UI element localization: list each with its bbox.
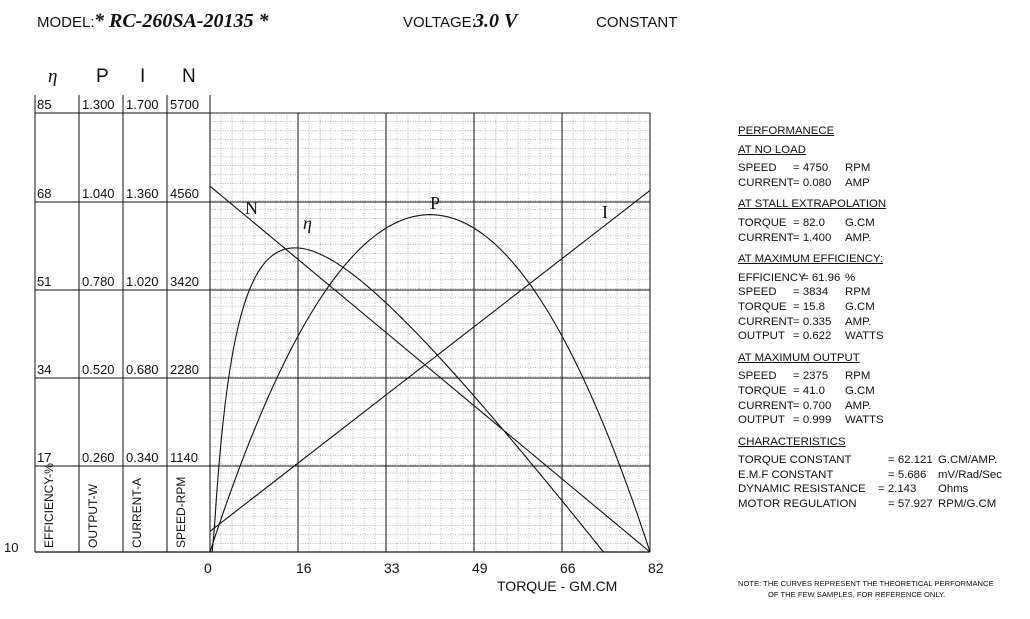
output-symbol: P [96, 66, 109, 87]
current-symbol: I [140, 66, 146, 87]
perf-value: = 15.8 [793, 300, 825, 313]
perf-value: = 2.143 [878, 483, 917, 496]
perf-row [738, 399, 1002, 414]
output-axis-title: OUTPUT-W [86, 484, 100, 548]
power-tick: 0.780 [82, 274, 115, 289]
x-axis-label: TORQUE - GM.CM [497, 578, 618, 594]
perf-row [738, 468, 1002, 483]
curve-label-i: I [602, 202, 608, 222]
current-tick: 1.020 [126, 274, 159, 289]
characteristics-title: CHARACTERISTICS [738, 435, 846, 448]
speed-tick: 4560 [170, 186, 199, 201]
note-line-2: OF THE FEW SAMPLES, FOR REFERENCE ONLY. [768, 590, 946, 599]
eta-tick: 51 [37, 274, 52, 289]
no-load-title: AT NO LOAD [738, 143, 806, 156]
perf-value: = 41.0 [793, 384, 825, 397]
perf-value: = 1.400 [793, 231, 832, 244]
x-tick: 0 [204, 560, 212, 576]
efficiency-symbol: η [48, 66, 58, 87]
current-tick: 0.340 [126, 450, 159, 465]
current-axis-title: CURRENT-A [130, 477, 144, 548]
perf-key: MOTOR REGULATION [738, 498, 857, 511]
perf-key: E.M.F CONSTANT [738, 468, 834, 481]
curve-label-eta: η [303, 213, 312, 233]
perf-unit: G.CM [845, 216, 875, 229]
efficiency-axis-title: EFFICIENCY-% [42, 463, 56, 548]
eta-bottom-tick: 10 [4, 540, 19, 555]
perf-value: = 5.686 [888, 468, 927, 481]
perf-row [738, 161, 1002, 176]
perf-unit: G.CM [845, 300, 875, 313]
curve-label-p: P [430, 193, 441, 213]
perf-key: TORQUE CONSTANT [738, 454, 852, 467]
eta-tick: 34 [37, 362, 52, 377]
speed-tick: 1140 [170, 450, 198, 465]
perf-value: = 4750 [793, 162, 829, 175]
max-efficiency-title: AT MAXIMUM EFFICIENCY: [738, 253, 884, 266]
speed-tick: 5700 [170, 97, 199, 112]
voltage-label: VOLTAGE: [403, 14, 476, 31]
curve-label-n: N [245, 198, 258, 218]
perf-key: DYNAMIC RESISTANCE [738, 483, 866, 496]
perf-row [738, 384, 1002, 399]
performance-panel [738, 124, 1002, 512]
x-tick: 66 [560, 560, 576, 576]
perf-value: = 0.335 [793, 315, 832, 328]
stall-title: AT STALL EXTRAPOLATION [738, 198, 887, 211]
perf-value: = 0.080 [793, 176, 832, 189]
perf-unit: RPM [845, 286, 871, 299]
voltage-value: 3.0 V [474, 10, 518, 32]
perf-unit: % [845, 271, 856, 284]
perf-value: = 61.96 [802, 271, 841, 284]
perf-key: CURRENT [738, 176, 794, 189]
max-output-title: AT MAXIMUM OUTPUT [738, 351, 860, 364]
x-tick: 16 [296, 560, 312, 576]
perf-row [738, 369, 1002, 384]
power-tick: 1.300 [82, 97, 115, 112]
perf-row [738, 453, 1002, 468]
perf-key: TORQUE [738, 216, 787, 229]
eta-tick: 17 [37, 450, 52, 465]
power-tick: 0.520 [82, 362, 115, 377]
perf-value: = 57.927 [888, 498, 933, 511]
model-value: * RC-260SA-20135 * [94, 10, 269, 32]
perf-unit: G.CM [845, 384, 875, 397]
current-tick: 1.360 [126, 186, 159, 201]
perf-row [738, 216, 1002, 231]
perf-unit: AMP [845, 176, 870, 189]
perf-unit: RPM/G.CM [938, 498, 997, 511]
perf-key: SPEED [738, 370, 777, 383]
x-tick: 33 [384, 560, 400, 576]
perf-key: OUTPUT [738, 330, 785, 343]
perf-row [738, 482, 1002, 497]
perf-value: = 3834 [793, 286, 829, 299]
perf-key: SPEED [738, 286, 777, 299]
perf-unit: RPM [845, 162, 871, 175]
perf-unit: Ohms [938, 483, 969, 496]
minor-grid [210, 113, 650, 552]
perf-row [738, 329, 1002, 344]
perf-key: EFFICIENCY [738, 271, 806, 284]
speed-tick: 3420 [170, 274, 199, 289]
performance-title: PERFORMANECE [738, 125, 835, 137]
eta-tick: 85 [37, 97, 52, 112]
eta-tick: 68 [37, 186, 52, 201]
speed-symbol: N [182, 66, 196, 87]
model-label: MODEL: [37, 14, 95, 31]
perf-unit: AMP. [845, 399, 872, 412]
speed-tick: 2280 [170, 362, 199, 377]
perf-row [738, 176, 1002, 191]
perf-row [738, 300, 1002, 315]
power-tick: 1.040 [82, 186, 115, 201]
speed-axis-title: SPEED-RPM [174, 476, 188, 548]
current-tick: 0.680 [126, 362, 159, 377]
perf-key: CURRENT [738, 399, 794, 412]
perf-value: = 82.0 [793, 216, 825, 229]
perf-unit: G.CM/AMP. [938, 454, 998, 467]
perf-value: = 62.121 [888, 454, 933, 467]
perf-key: CURRENT [738, 315, 794, 328]
perf-key: SPEED [738, 162, 777, 175]
perf-value: = 0.622 [793, 330, 832, 343]
current-tick: 1.700 [126, 97, 159, 112]
mode-label: CONSTANT [596, 14, 678, 31]
perf-key: OUTPUT [738, 414, 785, 427]
perf-unit: AMP. [845, 231, 872, 244]
perf-unit: WATTS [845, 330, 884, 343]
perf-row [738, 413, 1002, 428]
perf-value: = 2375 [793, 370, 829, 383]
perf-row [738, 271, 1002, 286]
perf-key: TORQUE [738, 384, 787, 397]
note-line-1: NOTE: THE CURVES REPRESENT THE THEORETICAL PERFORMANCE [738, 579, 994, 588]
perf-value: = 0.999 [793, 414, 832, 427]
perf-row [738, 497, 1002, 512]
perf-unit: mV/Rad/Sec [938, 468, 1002, 481]
perf-value: = 0.700 [793, 399, 832, 412]
power-tick: 0.260 [82, 450, 115, 465]
perf-row [738, 285, 1002, 300]
x-tick: 82 [648, 560, 664, 576]
x-tick: 49 [472, 560, 488, 576]
perf-unit: AMP. [845, 315, 872, 328]
perf-row [738, 315, 1002, 330]
perf-row [738, 231, 1002, 246]
perf-unit: RPM [845, 370, 871, 383]
perf-key: TORQUE [738, 300, 787, 313]
perf-key: CURRENT [738, 231, 794, 244]
perf-unit: WATTS [845, 414, 884, 427]
